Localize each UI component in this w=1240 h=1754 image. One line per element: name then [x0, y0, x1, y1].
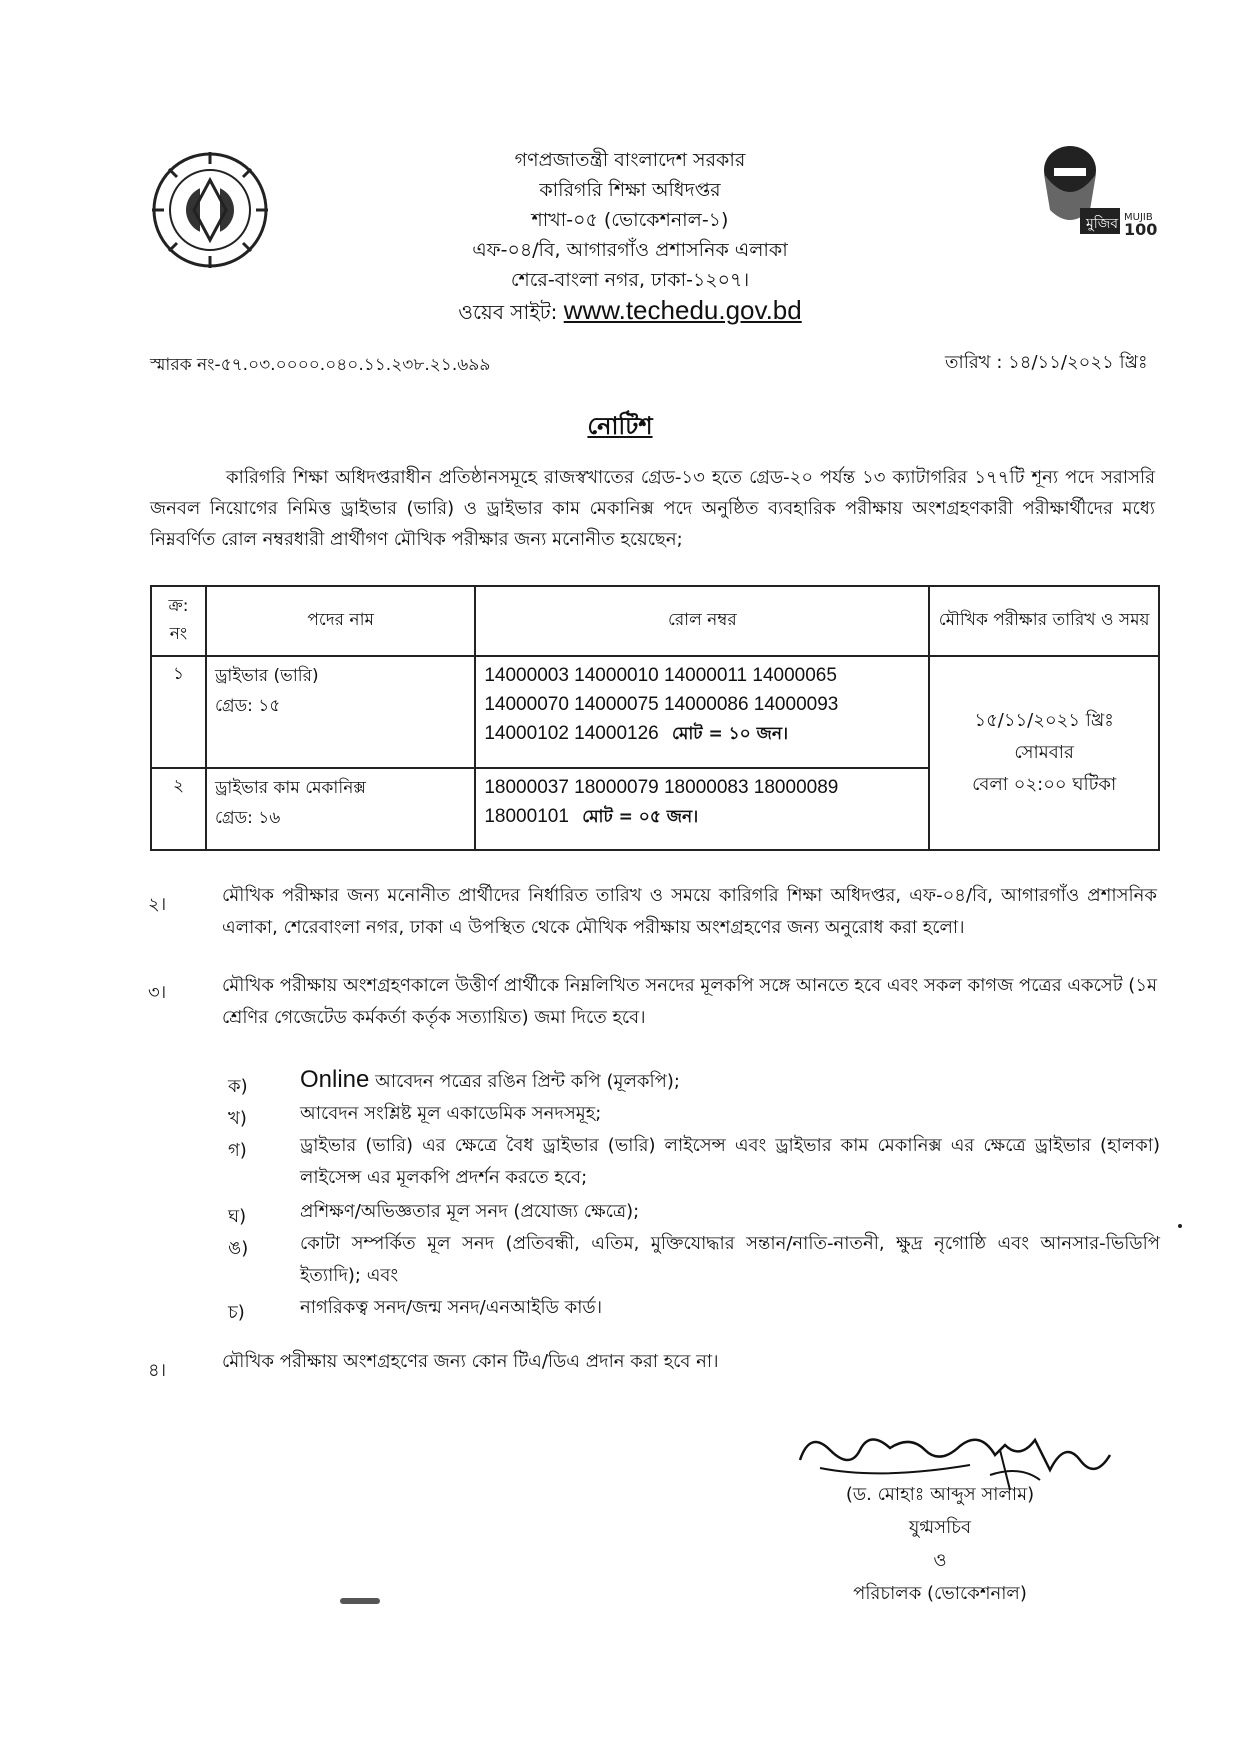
header-post: পদের নাম — [206, 586, 475, 656]
row-post — [206, 656, 475, 768]
roll-line — [484, 802, 920, 832]
signatory-designation: যুগ্মসচিব — [908, 1517, 972, 1538]
subitem-text: কোটা সম্পর্কিত মূল সনদ (প্রতিবন্ধী, এতিম, মুক্তিযোদ্ধার সন্তান/নাতি-নাতনী, ক্ষুদ্র নৃগোষ্ঠি এবং আনসার-ভিডিপি ইত্যাদি); এবং — [300, 1233, 1160, 1286]
viva-time: বেলা ০২:০০ ঘটিকা — [972, 774, 1117, 795]
viva-schedule-cell — [929, 656, 1159, 850]
city-line: শেরে-বাংলা নগর, ঢাকা-১২০৭। — [510, 269, 750, 291]
row-serial: ১ — [151, 656, 206, 768]
item-number: ২। — [148, 894, 167, 915]
item-number: ৪। — [148, 1360, 167, 1381]
roll-values: 18000101 — [484, 806, 569, 827]
govt-name: গণপ্রজাতন্ত্রী বাংলাদেশ সরকার — [514, 149, 746, 171]
subitem-text — [300, 1064, 1160, 1098]
table-header-row — [151, 586, 1159, 656]
post-name: ড্রাইভার কাম মেকানিক্স — [214, 778, 366, 798]
letterhead — [380, 145, 880, 327]
selected-candidates-table — [150, 585, 1160, 851]
row-serial: ২ — [151, 768, 206, 850]
post-grade: গ্রেড: ১৫ — [214, 696, 281, 716]
post-grade: গ্রেড: ১৬ — [214, 808, 281, 828]
subitem-label: ঙ) — [228, 1238, 249, 1259]
item-text: মৌখিক পরীক্ষায় অংশগ্রহণকালে উত্তীর্ণ প্রার্থীকে নিম্নলিখিত সনদের মূলকপি সঙ্গে আনতে হবে এবং সকল কাগজ পত্রের একসেট (১ম শ্রেণির গেজেটেড কর্মকর্তা কর্তৃক সত্যায়িত) জমা দিতে হবে। — [222, 975, 1157, 1028]
roll-line — [484, 719, 920, 749]
subitem-text: প্রশিক্ষণ/অভিজ্ঞতার মূল সনদ (প্রযোজ্য ক্ষেত্রে); — [300, 1201, 640, 1222]
notice-date: তারিখ : ১৪/১১/২০২১ খ্রিঃ — [945, 352, 1148, 373]
branch-name: শাখা-০৫ (ভোকেশনাল-১) — [531, 209, 729, 231]
address-line: এফ-০৪/বি, আগারগাঁও প্রশাসনিক এলাকা — [472, 239, 788, 261]
directorate-name: কারিগরি শিক্ষা অধিদপ্তর — [539, 179, 721, 201]
header-viva: মৌখিক পরীক্ষার তারিখ ও সময় — [929, 586, 1159, 656]
subitem-label: ক) — [228, 1076, 248, 1097]
subitem-label: ঘ) — [228, 1206, 247, 1227]
subitem-body: আবেদন পত্রের রঙিন প্রিন্ট কপি (মূলকপি); — [375, 1071, 680, 1092]
website-line — [380, 295, 880, 327]
item-text: মৌখিক পরীক্ষার জন্য মনোনীত প্রার্থীদের নির্ধারিত তারিখ ও সময়ে কারিগরি শিক্ষা অধিদপ্তর, এফ-০৪/বি, আগারগাঁও প্রশাসনিক এলাকা, শেরেবাংলা নগর, ঢাকা এ উপস্থিত থেকে মৌখিক পরীক্ষায় অংশগ্রহণের জন্য অনুরোধ করা হলো। — [222, 885, 1157, 938]
notice-title: নোটিশ — [587, 412, 653, 440]
roll-total: মোট = ০৫ জন। — [582, 807, 699, 827]
row-roll-numbers — [475, 656, 929, 768]
viva-date: ১৫/১১/২০২১ খ্রিঃ — [974, 710, 1114, 731]
subitem-text: আবেদন সংশ্লিষ্ট মূল একাডেমিক সনদসমূহ; — [300, 1103, 602, 1124]
roll-values: 14000102 14000126 — [484, 723, 659, 744]
viva-day: সোমবার — [1014, 742, 1074, 763]
header-roll: রোল নম্বর — [475, 586, 929, 656]
signatory-and: ও — [933, 1550, 947, 1571]
header-serial: ক্র: নং — [151, 586, 206, 656]
intro-paragraph: কারিগরি শিক্ষা অধিদপ্তরাধীন প্রতিষ্ঠানসমূহে রাজস্বখাতের গ্রেড-১৩ হতে গ্রেড-২০ পর্যন্ত ১৩ ক্যাটাগরির ১৭৭টি শূন্য পদে সরাসরি জনবল নিয়োগের নিমিত্ত ড্রাইভার (ভারি) ও ড্রাইভার কাম মেকানিক্স পদে অনুষ্ঠিত ব্যবহারিক পরীক্ষায় অংশগ্রহণকারী পরীক্ষার্থীদের মধ্যে নিম্নবর্ণিত রোল নম্বরধারী প্রার্থীগণ মৌখিক পরীক্ষার জন্য মনোনীত হয়েছেন; — [150, 467, 1155, 550]
roll-line: 18000037 18000079 18000083 18000089 — [484, 777, 839, 798]
memo-number: স্মারক নং-৫৭.০৩.০০০০.০৪০.১১.২৩৮.২১.৬৯৯ — [150, 355, 491, 375]
signatory-role: পরিচালক (ভোকেশনাল) — [853, 1583, 1027, 1604]
website-link[interactable]: www.techedu.gov.bd — [563, 295, 802, 325]
directorate-logo — [150, 150, 270, 270]
subitem-text: নাগরিকত্ব সনদ/জন্ম সনদ/এনআইডি কার্ড। — [300, 1297, 603, 1318]
table-row — [151, 656, 1159, 768]
svg-text:100: 100 — [1124, 220, 1158, 239]
subitem-label: খ) — [228, 1108, 247, 1129]
subitem-text: ড্রাইভার (ভারি) এর ক্ষেত্রে বৈধ ড্রাইভার (ভারি) লাইসেন্স এবং ড্রাইভার কাম মেকানিক্স এর ক্ষেত্রে ড্রাইভার (হালকা) লাইসেন্স এর মূলকপি প্রদর্শন করতে হবে; — [300, 1135, 1160, 1188]
signatory-block — [790, 1478, 1090, 1610]
website-label: ওয়েব সাইট: — [458, 300, 558, 324]
roll-line: 14000003 14000010 14000011 14000065 — [484, 665, 837, 686]
post-name: ড্রাইভার (ভারি) — [214, 666, 319, 686]
row-post — [206, 768, 475, 850]
row-roll-numbers — [475, 768, 929, 850]
roll-total: মোট = ১০ জন। — [672, 724, 789, 744]
scan-mark — [340, 1598, 380, 1604]
item-number: ৩। — [148, 982, 167, 1003]
subitem-label: চ) — [228, 1302, 245, 1323]
mujib-100-logo — [1020, 140, 1170, 240]
online-word: Online — [300, 1066, 370, 1093]
roll-line: 14000070 14000075 14000086 14000093 — [484, 694, 839, 715]
svg-text:MUJIB: MUJIB — [1124, 212, 1153, 223]
notice-title-wrap — [0, 408, 1240, 448]
signatory-name: (ড. মোহাঃ আব্দুস সালাম) — [845, 1484, 1035, 1505]
svg-text:মুজিব: মুজিব — [1086, 216, 1119, 232]
item-text: মৌখিক পরীক্ষায় অংশগ্রহণের জন্য কোন টিএ/ডিএ প্রদান করা হবে না। — [222, 1351, 719, 1372]
scan-mark — [1178, 1224, 1182, 1228]
subitem-label: গ) — [228, 1140, 247, 1161]
